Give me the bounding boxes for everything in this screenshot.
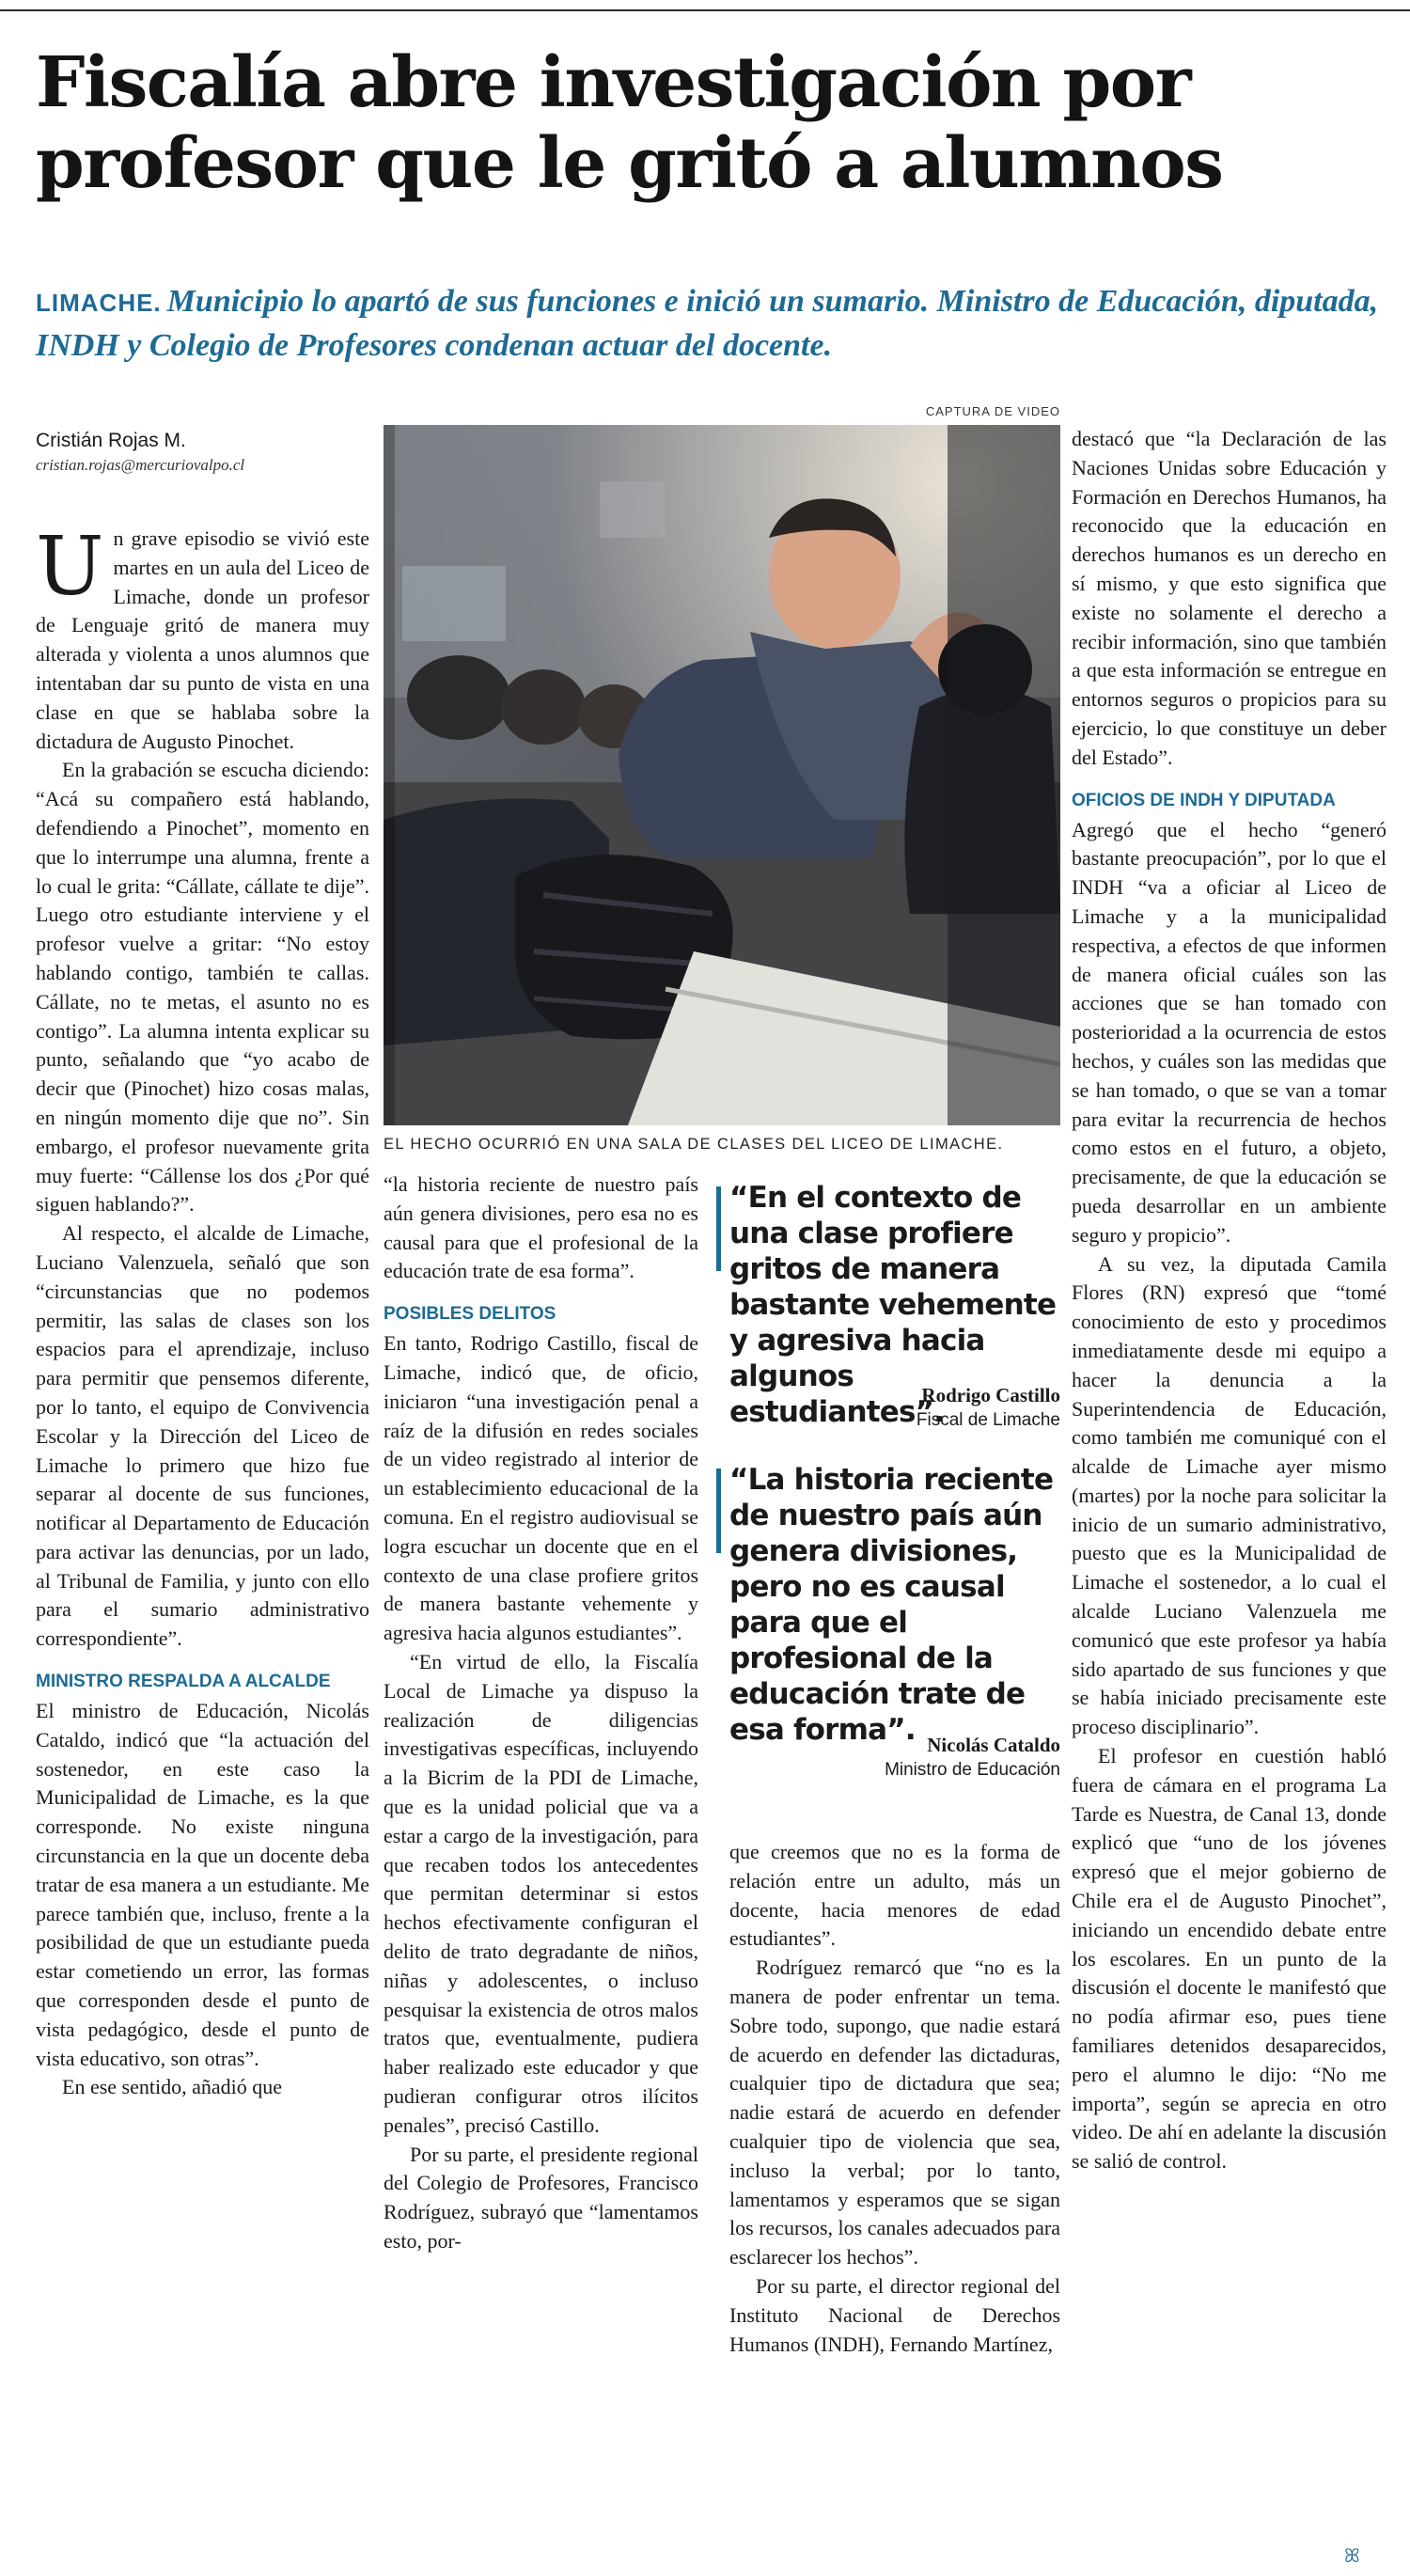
paragraph: Por su parte, el director regional del Instituto Nacional de Derechos Humanos (INDH), Fernando Martínez, bbox=[729, 2273, 1060, 2356]
drop-cap: U bbox=[36, 520, 104, 614]
byline bbox=[36, 428, 374, 477]
pull-quote-2: “La historia reciente de nuestro país aún genera divisiones, pero no es causal para que el profesional de la educación trate de esa forma”. bbox=[729, 1463, 1054, 1747]
classroom-photo-image bbox=[384, 425, 1060, 1125]
paragraph: “la historia reciente de nuestro país aún genera divisiones, pero esa no es causal para que el profesional de la educación trate de esa forma”. bbox=[384, 1172, 698, 1283]
classroom-photo bbox=[384, 425, 1060, 1125]
paragraph: que creemos que no es la forma de relación entre un adulto, más un docente, hacia menores de edad estudiantes”. bbox=[729, 1840, 1060, 1951]
paragraph: Por su parte, el presidente regional del Colegio de Profesores, Francisco Rodríguez, subrayó que “lamentamos esto, por- bbox=[384, 2142, 698, 2253]
paragraph: Al respecto, el alcalde de Limache, Luciano Valenzuela, señaló que son “circunstancias que no podemos permitir, las salas de clases son los espacios para el aprendizaje, incluso para permitir que pensemos diferente, por lo tanto, el equipo de Convivencia Escolar y la Dirección del Liceo de Limache lo primero que hizo fue separar al docente de sus funciones, notificar al Departamento de Educación para activar las denuncias, por un lado, al Tribunal de Familia, y junto con ello para el sumario administrativo correspondiente”. bbox=[36, 1221, 369, 1651]
article-column-3 bbox=[729, 1838, 1060, 2359]
paragraph: El profesor en cuestión habló fuera de cámara en el programa La Tarde es Nuestra, de Canal 13, donde explicó que “uno de los jóvenes expresó que el mejor gobierno de Chile era el de Augusto Pinochet”, iniciando un encendido debate entre los escolares. En un punto de la discusión el docente le manifestó que no podía afirmar eso, pues tiene familiares detenidos desaparecidos, pero el alumno le dijo: “No me importa”, según se aprecia en otro video. De ahí en adelante la discusión se salió de control. bbox=[1072, 1744, 1386, 2174]
pull-quote-rule bbox=[716, 1469, 721, 1553]
top-rule bbox=[0, 9, 1410, 11]
deck-text: Municipio lo apartó de sus funciones e inició un sumario. Ministro de Educación, diputada, INDH y Colegio de Profesores condenan actuar del docente. bbox=[36, 284, 1379, 363]
byline-email[interactable]: cristian.rojas@mercuriovalpo.cl bbox=[36, 456, 245, 474]
section-heading: POSIBLES DELITOS bbox=[384, 1304, 556, 1325]
paragraph: Rodríguez remarcó que “no es la manera de poder enfrentar un tema. Sobre todo, supongo, que nadie estará de acuerdo en defender las dictaduras, cualquier tipo de dictadura que sea; nadie estará de acuerdo en defender cualquier tipo de violencia que sea, incluso la verbal; por lo tanto, lamentamos y esperamos que se sigan los recursos, los canales adecuados para esclarecer los hechos”. bbox=[729, 1956, 1060, 2270]
quote-author: Nicolás Cataldo bbox=[927, 1734, 1060, 1756]
article-column-2 bbox=[384, 1170, 698, 2256]
paragraph: En ese sentido, añadió que bbox=[62, 2075, 282, 2099]
end-of-article-icon: ꕤ bbox=[1344, 2544, 1360, 2567]
pull-quote-rule bbox=[716, 1186, 721, 1271]
photo-caption: EL HECHO OCURRIÓ EN UNA SALA DE CLASES DEL LICEO DE LIMACHE. bbox=[384, 1136, 1004, 1153]
quote-author: Rodrigo Castillo bbox=[921, 1384, 1060, 1406]
section-heading: OFICIOS DE INDH Y DIPUTADA bbox=[1072, 790, 1336, 810]
paragraph: En la grabación se escucha diciendo: “Acá su compañero está hablando, defendiendo a Pinochet”, momento en que lo interrumpe una alumna, frente a lo cual le grita: “Cállate, cállate te dije”. Luego otro estudiante interviene y el profesor vuelve a gritar: “No estoy hablando contigo, también te callas. Cállate, no te metas, el asunto no es contigo”. La alumna intenta explicar su punto, señalando que “yo acabo de decir que (Pinochet) hizo cosas malas, en ningún momento dije que no”. Sin embargo, el profesor nuevamente grita muy fuerte: “Cállense los dos ¿Por qué siguen hablando?”. bbox=[36, 758, 369, 1217]
article-column-1 bbox=[36, 520, 369, 2102]
paragraph: destacó que “la Declaración de las Naciones Unidas sobre Educación y Formación en Derechos Humanos, ha reconocido que la educación en derechos humanos es un derecho en sí mismo, y que esto significa que existe no solamente el derecho a recibir información, sino que también a que esta información se entregue en entornos seguros o propicios para su ejercicio, lo que constituye un deber del Estado”. bbox=[1072, 427, 1386, 769]
pull-quote-2-attribution bbox=[729, 1732, 1060, 1783]
deck bbox=[36, 280, 1389, 368]
quote-role: Fiscal de Limache bbox=[916, 1410, 1060, 1430]
paragraph: Agregó que el hecho “generó bastante preocupación”, por lo que el INDH “va a oficiar al Liceo de Limache y a la municipalidad respectiva, a efectos de que informen de manera oficial cuáles son las acciones que se han tomado con posterioridad a la ocurrencia de estos hechos, y cuáles son las medidas que se han tomado, o que se van a tomar para evitar la recurrencia de hechos como estos en el futuro, a objeto, precisamente, de que la educación se pueda desarrollar en un ambiente seguro y propicio”. bbox=[1072, 817, 1386, 1247]
quote-role: Ministro de Educación bbox=[885, 1760, 1060, 1780]
pull-quote-1: “En el contexto de una clase profiere gritos de manera bastante vehemente y agresiva hacia algunos estudiantes”. bbox=[729, 1181, 1057, 1429]
paragraph: “En virtud de ello, la Fiscalía Local de Limache ya dispuso la realización de diligencias investigativas específicas, incluyendo a la Bicrim de la PDI de Limache, que es la unidad policial que va a estar a cargo de la investigación, para que recaben todos los antecedentes que permitan determinar si estos hechos efectivamente configuran el delito de trato degradante de niños, niñas y adolescentes, o incluso pesquisar la existencia de otros malos tratos que, eventualmente, pudiera haber realizado este educador y que pudieran configurar otros ilícitos penales”, precisó Castillo. bbox=[384, 1649, 698, 2137]
photo-credit: CAPTURA DE VIDEO bbox=[925, 404, 1060, 418]
paragraph: El ministro de Educación, Nicolás Cataldo, indicó que “la actuación del sostenedor, en este caso la Municipalidad de Limache, es la que corresponde. No existe ninguna circunstancia en la que un docente deba tratar de esa manera a un estudiante. Me parece también que, incluso, frente a la posibilidad de que un estudiante pueda estar cometiendo un error, las formas que corresponden desde el punto de vista pedagógico, desde el punto de vista educativo, son otras”. bbox=[36, 1699, 369, 2070]
pull-quote-1-attribution bbox=[729, 1382, 1060, 1433]
deck-kicker: LIMACHE. bbox=[36, 289, 162, 317]
paragraph: En tanto, Rodrigo Castillo, fiscal de Limache, indicó que, de oficio, iniciaron “una investigación penal a raíz de la difusión en redes sociales de un video registrado al interior de un establecimiento educacional de la comuna. En el registro audiovisual se logra escuchar un docente que en el contexto de una clase profiere gritos de manera bastante vehemente y agresiva hacia algunos estudiantes”. bbox=[384, 1331, 698, 1645]
paragraph: Un grave episodio se vivió este martes en un aula del Liceo de Limache, donde un profesor de Lenguaje gritó de manera muy alterada y violenta a unos alumnos que intentaban dar su punto de vista en una clase en que se hablaba sobre la dictadura de Augusto Pinochet. bbox=[36, 520, 369, 753]
article-column-4 bbox=[1072, 425, 1386, 2176]
byline-author: Cristián Rojas M. bbox=[36, 430, 186, 451]
headline: Fiscalía abre investigación por profesor que le gritó a alumnos bbox=[36, 42, 1223, 204]
paragraph: A su vez, la diputada Camila Flores (RN) expresó que “tomé conocimiento de esto y procedimos inmediatamente desde mi equipo a hacer la denuncia a la Superintendencia de Educación, como también me comuniqué con el alcalde de Limache ayer mismo (martes) por la noche para solicitar la inicio de un sumario administrativo, puesto que es la Municipalidad de Limache el sostenedor, a lo cual el alcalde Luciano Valenzuela me comunicó que este profesor ya había sido apartado de sus funciones y que se había iniciado precisamente este proceso disciplinario”. bbox=[1072, 1251, 1386, 1739]
section-heading: MINISTRO RESPALDA A ALCALDE bbox=[36, 1672, 331, 1692]
